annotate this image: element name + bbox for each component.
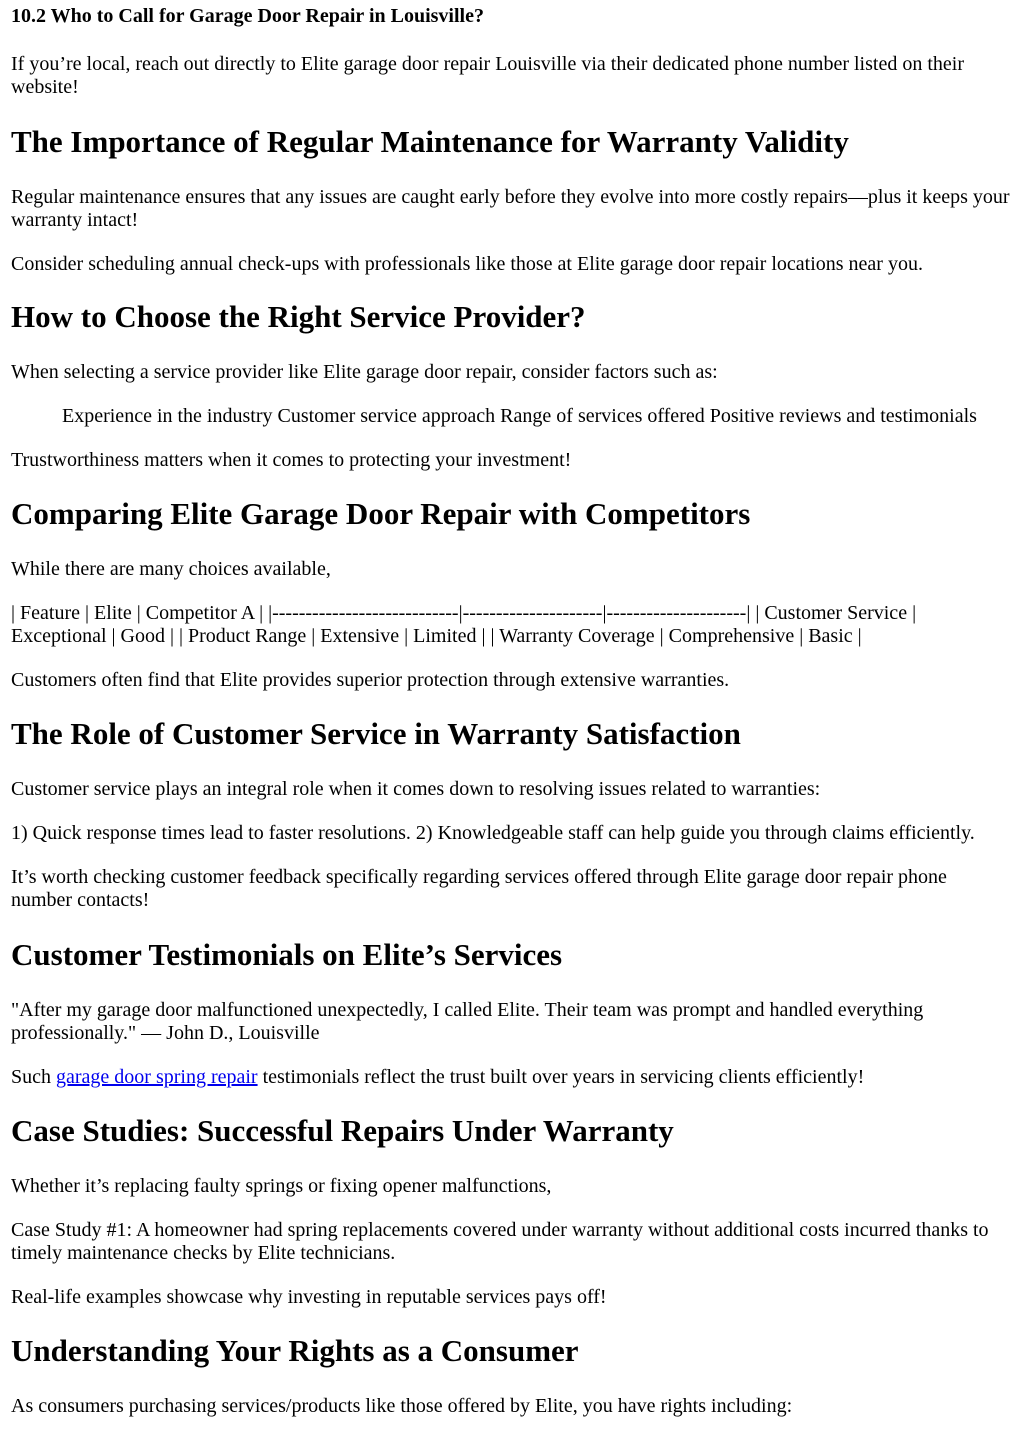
rights-heading: Understanding Your Rights as a Consumer: [11, 1333, 579, 1368]
provider-heading: How to Choose the Right Service Provider?: [11, 299, 586, 334]
comparison-table-text: | Feature | Elite | Competitor A | |----------------------------|---------------------|---------------------| | Customer Service | Exceptional | Good | | Product Range | Extensive | Limited | | Warranty Coverage | Comprehensive | Basic |: [11, 602, 917, 647]
customer-service-paragraph-1: Customer service plays an integral role when it comes down to resolving issues related to warranties:: [11, 778, 821, 800]
provider-paragraph-2: Trustworthiness matters when it comes to protecting your investment!: [11, 449, 572, 471]
louisville-heading: 10.2 Who to Call for Garage Door Repair in Louisville?: [11, 5, 484, 27]
comparing-paragraph-2: Customers often find that Elite provides superior protection through extensive warranties.: [11, 669, 730, 691]
maintenance-heading: The Importance of Regular Maintenance for Warranty Validity: [11, 124, 849, 159]
maintenance-paragraph-1: Regular maintenance ensures that any issues are caught early before they evolve into more costly repairs—plus it keeps your warranty intact!: [11, 186, 1010, 231]
testimonials-heading: Customer Testimonials on Elite’s Services: [11, 937, 563, 972]
provider-factors: Experience in the industry Customer service approach Range of services offered Positive reviews and testimonials: [62, 405, 977, 427]
rights-paragraph-1: As consumers purchasing services/products like those offered by Elite, you have rights including:: [11, 1395, 793, 1417]
testimonial-quote: "After my garage door malfunctioned unexpectedly, I called Elite. Their team was prompt and handled everything professionally." — John D., Louisville: [11, 999, 924, 1044]
case-studies-paragraph-3: Real-life examples showcase why investing in reputable services pays off!: [11, 1286, 607, 1308]
case-study-1: Case Study #1: A homeowner had spring replacements covered under warranty without additional costs incurred thanks to timely maintenance checks by Elite technicians.: [11, 1219, 989, 1264]
comparing-paragraph-1: While there are many choices available,: [11, 558, 331, 580]
case-studies-paragraph-1: Whether it’s replacing faulty springs or fixing opener malfunctions,: [11, 1175, 552, 1197]
comparing-heading: Comparing Elite Garage Door Repair with Competitors: [11, 496, 751, 531]
customer-service-heading: The Role of Customer Service in Warranty Satisfaction: [11, 716, 741, 751]
testimonials-paragraph-2: [11, 1066, 1011, 1089]
provider-paragraph-1: When selecting a service provider like Elite garage door repair, consider factors such as:: [11, 361, 718, 383]
garage-door-spring-repair-link[interactable]: garage door spring repair: [56, 1066, 258, 1088]
testimonials-text-before: Such: [11, 1066, 56, 1088]
customer-service-paragraph-2: 1) Quick response times lead to faster resolutions. 2) Knowledgeable staff can help guide you through claims efficiently.: [11, 822, 975, 844]
maintenance-paragraph-2: Consider scheduling annual check-ups with professionals like those at Elite garage door repair locations near you.: [11, 253, 923, 275]
case-studies-heading: Case Studies: Successful Repairs Under Warranty: [11, 1113, 674, 1148]
louisville-paragraph: If you’re local, reach out directly to Elite garage door repair Louisville via their dedicated phone number listed on their website!: [11, 53, 964, 98]
customer-service-paragraph-3: It’s worth checking customer feedback specifically regarding services offered through Elite garage door repair phone number contacts!: [11, 866, 947, 911]
testimonials-text-after: testimonials reflect the trust built over years in servicing clients efficiently!: [257, 1066, 865, 1088]
